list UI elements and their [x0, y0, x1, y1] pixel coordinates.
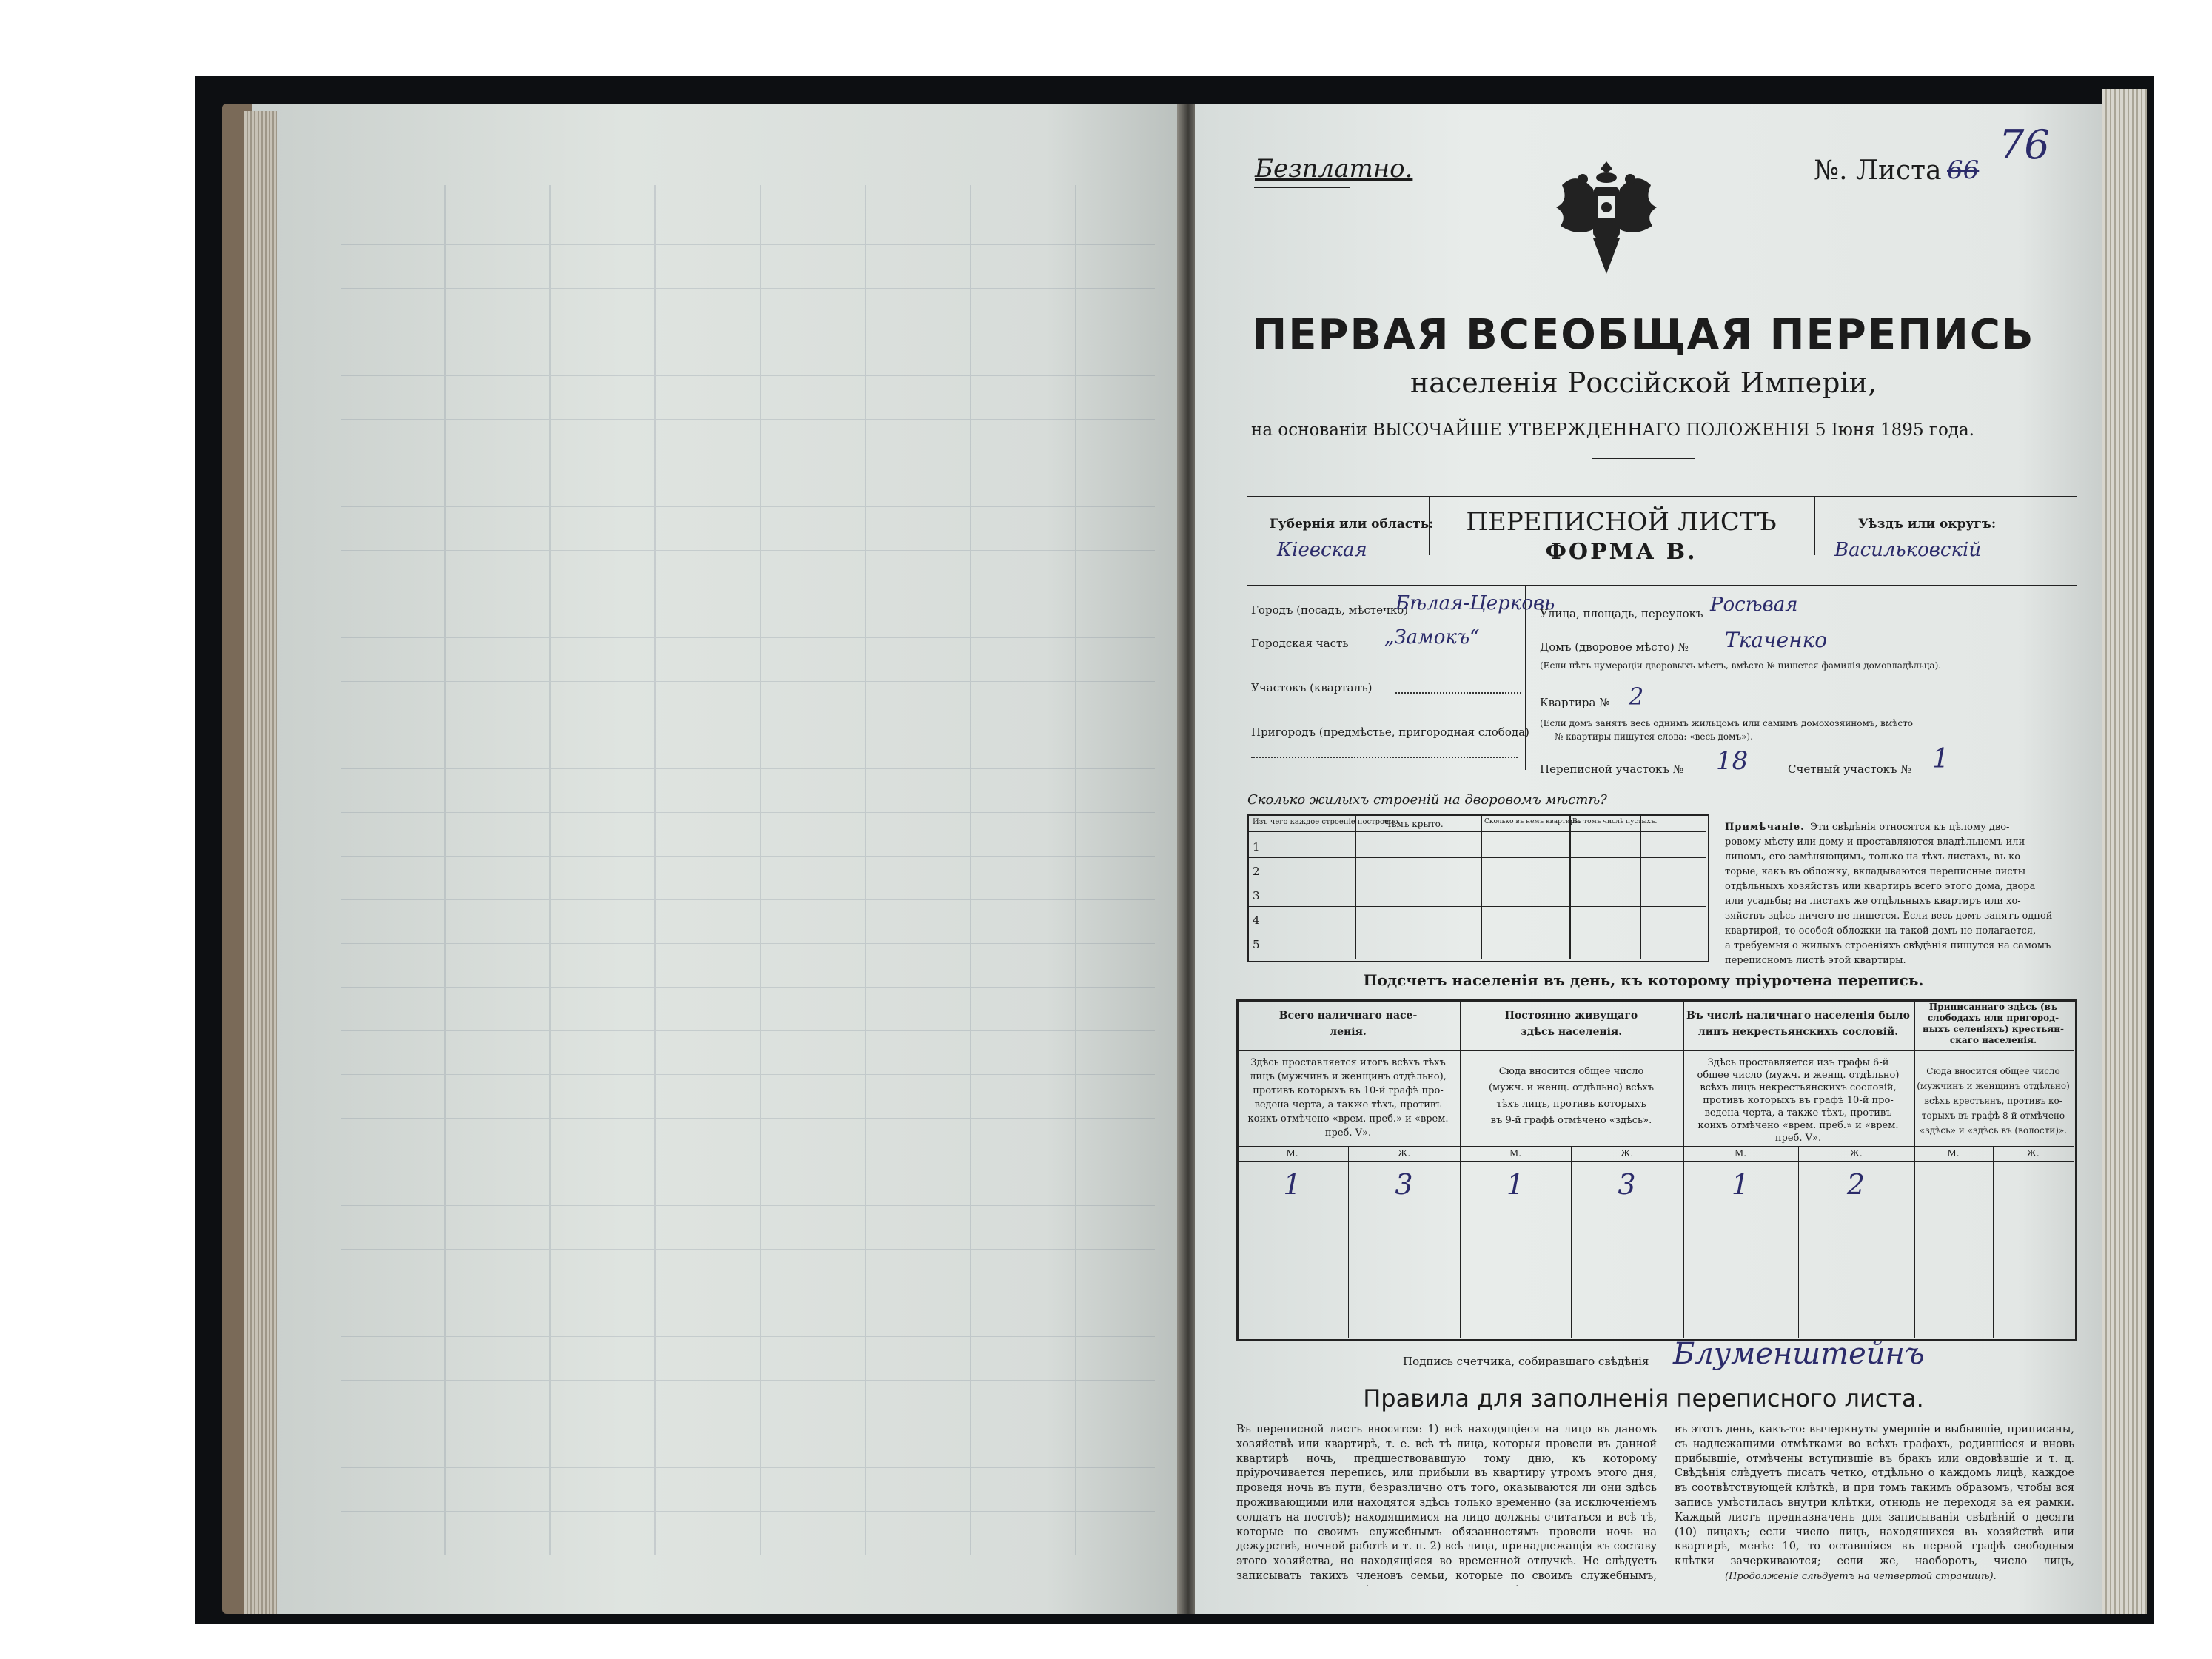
note-line: квартирой, то особой обложки на такой домъ не полагается,: [1725, 925, 2037, 936]
street-value: Росѣвая: [1710, 594, 1798, 616]
house-value: Ткаченко: [1725, 628, 1828, 652]
counting-section-label: Счетный участокъ №: [1788, 763, 1911, 776]
summary-col-desc: (мужчинъ и женщинъ отдѣльно): [1917, 1081, 2070, 1091]
female-label: Ж.: [1620, 1148, 1634, 1159]
male-label: М.: [1734, 1148, 1747, 1159]
census-sheet: [1207, 111, 2080, 1599]
buildings-row-number: 3: [1253, 889, 1260, 902]
rules-right-column: въ этотъ день, какъ-то: вычеркнуты умершіе и выбывшіе, приписаны, съ надлежащими отмѣтками во всѣхъ графахъ, родившіеся и вновь прибывшіе, отмѣчены вступившіе въ бракъ или овдовѣвшіе и т. д. Свѣдѣнія слѣдуетъ писать четко, отдѣльно о каждомъ лицѣ, каждое въ соотвѣтствующей клѣткѣ, и при томъ такимъ образомъ, чтобы вся запись умѣстилась внутри клѣтки, отнюдь не переходя за ея рамки. Каждый листъ предназначенъ для записыванія свѣдѣній о десяти (10) лицахъ; если число лицъ, находящихся въ хозяйствѣ или квартирѣ, менѣе 10, то оставшіяся въ первой графѣ свободныя клѣтки зачеркиваются; если же, наоборотъ, число лицъ,: [1675, 1424, 2074, 1568]
census-section-label: Переписной участокъ №: [1540, 763, 1683, 776]
male-label: М.: [1509, 1148, 1522, 1159]
female-label: Ж.: [2026, 1148, 2040, 1159]
census-basis: на основаніи ВЫСОЧАЙШЕ УТВЕРЖДЕННАГО ПОЛОЖЕНІЯ 5 Іюня 1895 года.: [1251, 420, 1974, 440]
double-headed-eagle-icon: [1547, 155, 1666, 281]
summary-col-head: Приписаннаго здѣсь (въ: [1928, 1002, 2058, 1012]
free-label: Безплатно.: [1255, 154, 1413, 184]
summary-col-head: Въ числѣ наличнаго населенія было: [1686, 1010, 1910, 1022]
summary-col-desc: Здѣсь проставляется итогъ всѣхъ тѣхъ: [1250, 1057, 1446, 1068]
signature-label: Подпись счетчика, собиравшаго свѣдѣнія: [1403, 1355, 1649, 1368]
summary-col-head: лицъ некрестьянскихъ сословій.: [1697, 1026, 1899, 1038]
buildings-header-empty: Въ томъ числѣ пустыхъ.: [1572, 818, 1658, 825]
province-value: Кіевская: [1277, 539, 1367, 561]
male-label: М.: [1947, 1148, 1960, 1159]
buildings-header-apartments: Сколько въ немъ квартиръ.: [1484, 818, 1581, 825]
summary-col-head: слободахъ или пригород-: [1927, 1013, 2059, 1023]
note-line: ровому мѣсту или дому и проставляются владѣльцемъ или: [1725, 837, 2025, 848]
total-present-male: 1: [1283, 1168, 1301, 1201]
summary-col-head: скаго населенія.: [1949, 1035, 2037, 1045]
summary-col-desc: противъ которыхъ въ графѣ 10-й про-: [1703, 1095, 1894, 1106]
district-value: Васильковскій: [1834, 539, 1982, 561]
rules-continued: (Продолженіе слѣдуетъ на четвертой страницѣ).: [1725, 1571, 1997, 1582]
precinct-label: Участокъ (кварталъ): [1251, 681, 1373, 694]
permanent-male: 1: [1506, 1168, 1525, 1201]
counter-signature: Блуменштейнъ: [1673, 1337, 1925, 1371]
permanent-female: 3: [1618, 1168, 1636, 1201]
note-line: а требуемыя о жилыхъ строеніяхъ свѣдѣнія пишутся на самомъ: [1725, 940, 2051, 951]
census-title: ПЕРВАЯ ВСЕОБЩАЯ ПЕРЕПИСЬ: [1252, 311, 2035, 359]
note-line: торые, какъ въ обложку, вкладываются переписные листы: [1725, 866, 2026, 877]
summary-col-desc: (мужч. и женщ. отдѣльно) всѣхъ: [1488, 1082, 1655, 1093]
counting-section-value: 1: [1932, 744, 1949, 774]
buildings-row-number: 1: [1253, 840, 1260, 854]
summary-col-desc: въ 9-й графѣ отмѣчено «здѣсь».: [1490, 1115, 1652, 1126]
summary-col-head: ленія.: [1330, 1026, 1367, 1038]
rules-left-column: Въ переписной листъ вносятся: 1) всѣ находящіеся на лицо въ даномъ хозяйствѣ или квартирѣ, т. е. всѣ тѣ лица, которыя провели въ данной квартирѣ ночь, предшествовавшую тому дню, къ которому пріурочивается перепись, или прибыли въ квартиру утромъ этого дня, проведя ночь въ пути, безразлично отъ того, оказываются ли они здѣсь проживающими или находятся здѣсь только временно (за исключеніемъ солдатъ на постоѣ); находящимися на лицо должны считаться и всѣ тѣ, которые по своимъ служебнымъ обязанностямъ провели ночь на дежурствѣ, ночной работѣ и т. п. 2) всѣ лица, принадлежащія къ составу этого хозяйства, но находящіяся во временной отлучкѣ. Не слѣдуетъ записывать такихъ членовъ семьи, которые по своимъ служебнымъ,: [1236, 1424, 1657, 1582]
summary-col-desc: торыхъ въ графѣ 8-й отмѣчено: [1921, 1110, 2065, 1121]
summary-col-head: ныхъ селеніяхъ) крестьян-: [1922, 1024, 2064, 1034]
buildings-row-number: 5: [1253, 938, 1260, 951]
buildings-header-roof: Чѣмъ крыто.: [1384, 819, 1444, 829]
summary-col-head: Постоянно живущаго: [1504, 1010, 1638, 1022]
apartment-note-2: № квартиры пишутся слова: «весь домъ»).: [1555, 731, 1753, 742]
apartment-label: Квартира №: [1540, 696, 1610, 709]
sheet-number-handwritten: 76: [1999, 121, 2050, 168]
summary-col-desc: противъ которыхъ въ 10-й графѣ про-: [1253, 1085, 1444, 1096]
summary-col-desc: преб. V».: [1324, 1127, 1372, 1139]
note-title: Примѣчаніе.: [1725, 822, 1805, 833]
summary-col-desc: Сюда вносится общее число: [1926, 1066, 2060, 1076]
summary-col-desc: «здѣсь» и «здѣсь въ (волости)».: [1919, 1125, 2068, 1136]
female-label: Ж.: [1849, 1148, 1863, 1159]
form-title: ПЕРЕПИСНОЙ ЛИСТЪ: [1466, 507, 1777, 537]
buildings-row-number: 2: [1253, 865, 1260, 878]
sheet-number-crossed: 66: [1947, 155, 1980, 185]
summary-col-desc: всѣхъ крестьянъ, противъ ко-: [1924, 1096, 2062, 1106]
city-label: Городъ (посадъ, мѣстечко): [1251, 603, 1409, 617]
province-label: Губернія или область:: [1270, 517, 1434, 532]
summary-col-desc: ведена черта, а также тѣхъ, противъ: [1704, 1107, 1892, 1119]
form-letter: ФОРМА В.: [1545, 539, 1697, 565]
summary-col-desc: тѣхъ лицъ, противъ которыхъ: [1496, 1099, 1646, 1110]
buildings-row-number: 4: [1253, 914, 1260, 927]
summary-col-desc: коихъ отмѣчено «врем. преб.» и «врем.: [1247, 1113, 1449, 1125]
non-peasant-male: 1: [1731, 1168, 1750, 1201]
summary-col-desc: преб. V».: [1774, 1133, 1822, 1144]
female-label: Ж.: [1397, 1148, 1411, 1159]
buildings-question: Сколько жилыхъ строеній на дворовомъ мѣстѣ?: [1247, 792, 1607, 808]
note-line: переписномъ листѣ этой квартиры.: [1725, 955, 1906, 966]
city-value: Бѣлая-Церковь: [1395, 592, 1555, 614]
non-peasant-female: 2: [1846, 1168, 1866, 1201]
note-line: или усадьбы; на листахъ же отдѣльныхъ квартиръ или хо-: [1725, 896, 2021, 907]
summary-col-desc: Сюда вносится общее число: [1498, 1066, 1644, 1077]
census-subtitle: населенія Россійской Имперіи,: [1410, 366, 1877, 399]
house-note: (Если нѣтъ нумераціи дворовыхъ мѣстъ, вмѣсто № пишется фамилія домовладѣльца).: [1540, 660, 1942, 671]
district-label: Уѣздъ или округъ:: [1858, 517, 1997, 532]
summary-title: Подсчетъ населенія въ день, къ которому пріурочена перепись.: [1363, 971, 1924, 989]
house-label: Домъ (дворовое мѣсто) №: [1540, 640, 1689, 654]
summary-col-desc: коихъ отмѣчено «врем. преб.» и «врем.: [1697, 1120, 1899, 1131]
note-line: Эти свѣдѣнія относятся къ цѣлому дво-: [1810, 822, 2010, 833]
summary-col-head: Всего наличнаго насе-: [1278, 1010, 1418, 1022]
summary-col-desc: лицъ (мужчинъ и женщинъ отдѣльно),: [1250, 1071, 1447, 1082]
apartment-note-1: (Если домъ занятъ весь однимъ жильцомъ или самимъ домохозяиномъ, вмѣсто: [1540, 718, 1914, 728]
summary-col-head: здѣсь населенія.: [1520, 1026, 1623, 1038]
summary-col-desc: общее число (мужч. и женщ. отдѣльно): [1697, 1070, 1900, 1081]
total-present-female: 3: [1395, 1168, 1413, 1201]
male-label: М.: [1286, 1148, 1298, 1159]
suburb-label: Пригородъ (предмѣстье, пригородная слобода): [1251, 725, 1529, 739]
city-part-value: „Замокъ“: [1384, 626, 1480, 648]
note-line: зяйствъ здѣсь ничего не пишется. Если весь домъ занятъ одной: [1725, 911, 2053, 922]
rules-title: Правила для заполненія переписного листа.: [1363, 1384, 1924, 1412]
buildings-header-material: Изъ чего каждое строеніе построено.: [1253, 818, 1401, 826]
city-part-label: Городская часть: [1251, 637, 1349, 650]
note-line: лицомъ, его замѣняющимъ, только на тѣхъ листахъ, въ ко-: [1725, 851, 2024, 862]
street-label: Улица, площадь, переулокъ: [1540, 607, 1703, 620]
left-page-edges: [244, 111, 277, 1614]
right-page-edges: [2102, 89, 2147, 1614]
summary-col-desc: Здѣсь проставляется изъ графы 6-й: [1707, 1057, 1889, 1068]
census-section-value: 18: [1716, 746, 1749, 776]
sheet-number-label: №. Листа: [1814, 155, 1942, 186]
left-page-bleedthrough: [341, 185, 1155, 1555]
note-line: отдѣльныхъ хозяйствъ или квартиръ всего этого дома, двора: [1725, 881, 2036, 892]
apartment-value: 2: [1629, 683, 1644, 711]
summary-col-desc: ведена черта, а также тѣхъ, противъ: [1254, 1099, 1442, 1110]
summary-col-desc: всѣхъ лицъ некрестьянскихъ сословій,: [1700, 1082, 1897, 1093]
